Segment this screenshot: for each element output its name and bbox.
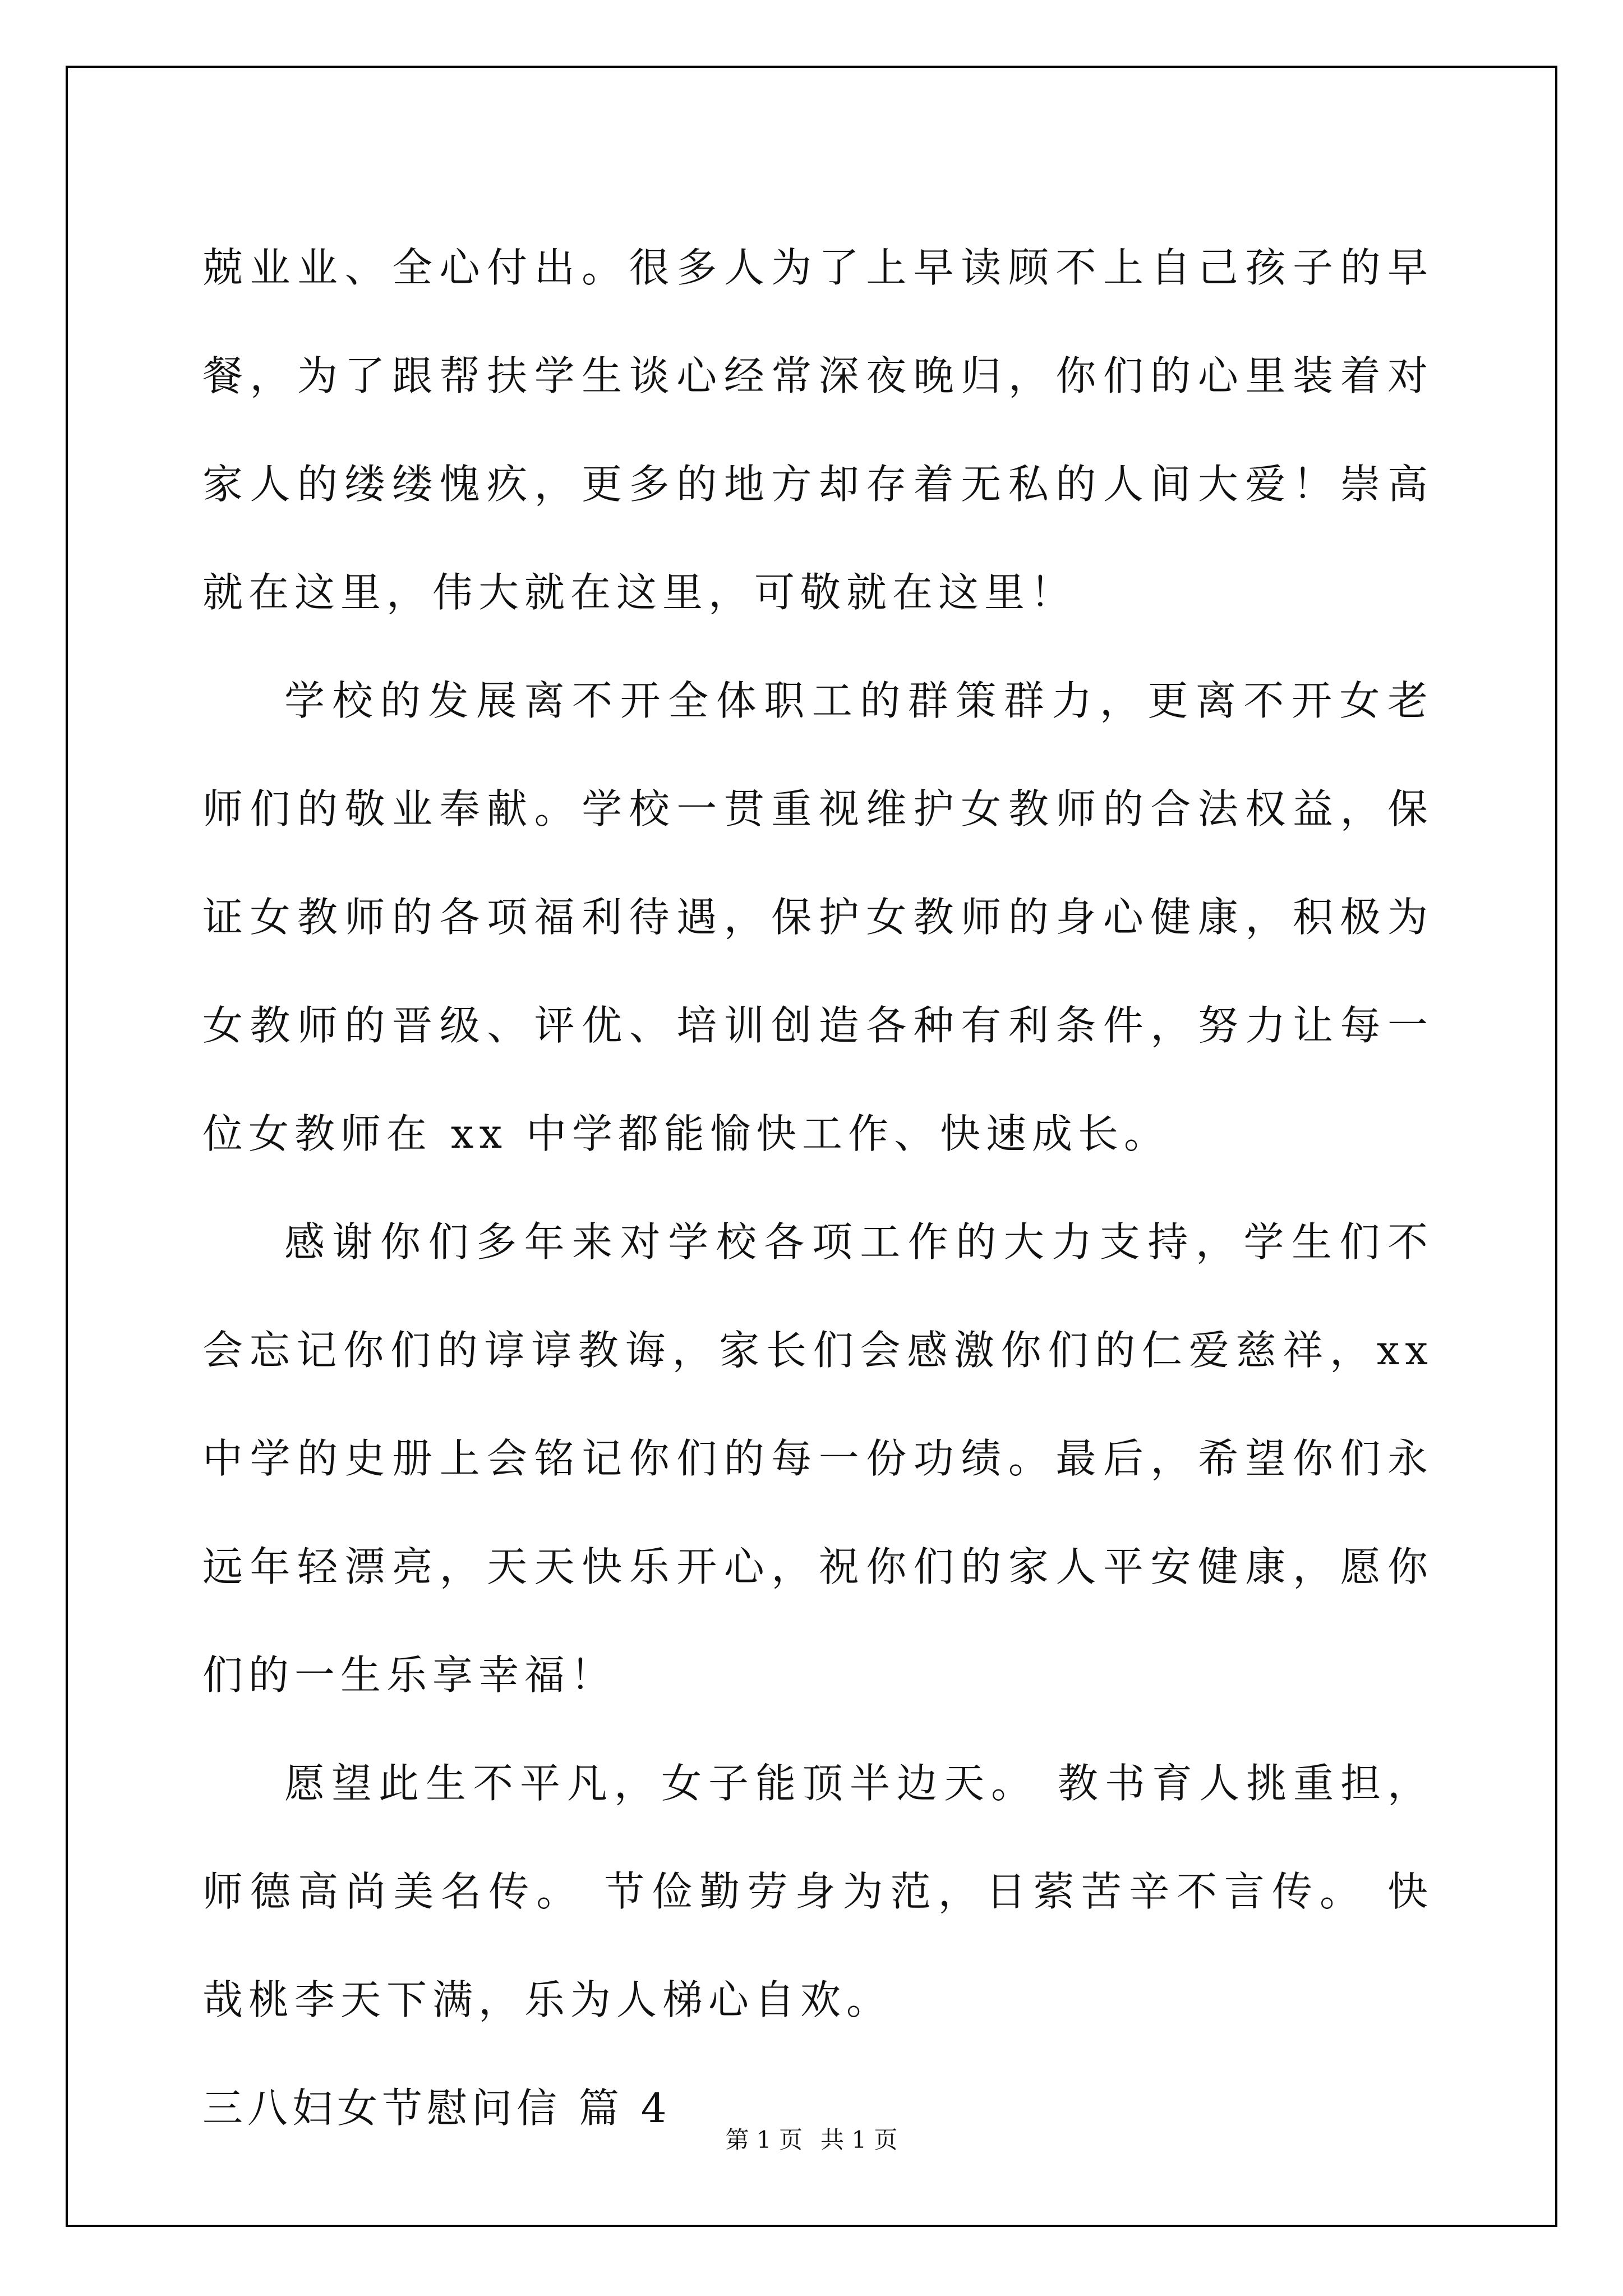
- section-heading: 三八妇女节慰问信 篇 4: [202, 2085, 671, 2132]
- page-number: 第 1 页: [725, 2126, 803, 2154]
- page-total: 共 1 页: [820, 2126, 898, 2154]
- page-footer: [68, 2122, 1555, 2155]
- paragraph-poem: 愿望此生不平凡，女子能顶半边天。 教书育人挑重担，师德高尚美名传。 节俭勤劳身为范，日萦苦辛不言传。 快哉桃李天下满，乐为人梯心自欢。: [202, 1760, 1433, 2023]
- document-page: [66, 66, 1557, 2227]
- document-body: [202, 214, 1433, 2162]
- paragraph-continuation: 兢业业、全心付出。很多人为了上早读顾不上自己孩子的早餐，为了跟帮扶学生谈心经常深夜晚归，你们的心里装着对家人的缕缕愧疚，更多的地方却存着无私的人间大爱！崇高就在这里，伟大就在这里，可敬就在这里！: [202, 244, 1433, 616]
- paragraph-school-development: 学校的发展离不开全体职工的群策群力，更离不开女老师们的敬业奉献。学校一贯重视维护女教师的合法权益，保证女教师的各项福利待遇，保护女教师的身心健康，积极为女教师的晋级、评优、培训创造各种有利条件，努力让每一位女教师在 xx 中学都能愉快工作、快速成长。: [202, 677, 1433, 1157]
- paragraph-thanks: 感谢你们多年来对学校各项工作的大力支持，学生们不会忘记你们的谆谆教诲，家长们会感激你们的仁爱慈祥，xx 中学的史册上会铭记你们的每一份功绩。最后，希望你们永远年轻漂亮，天天快乐开心，祝你们的家人平安健康，愿你们的一生乐享幸福！: [202, 1218, 1433, 1699]
